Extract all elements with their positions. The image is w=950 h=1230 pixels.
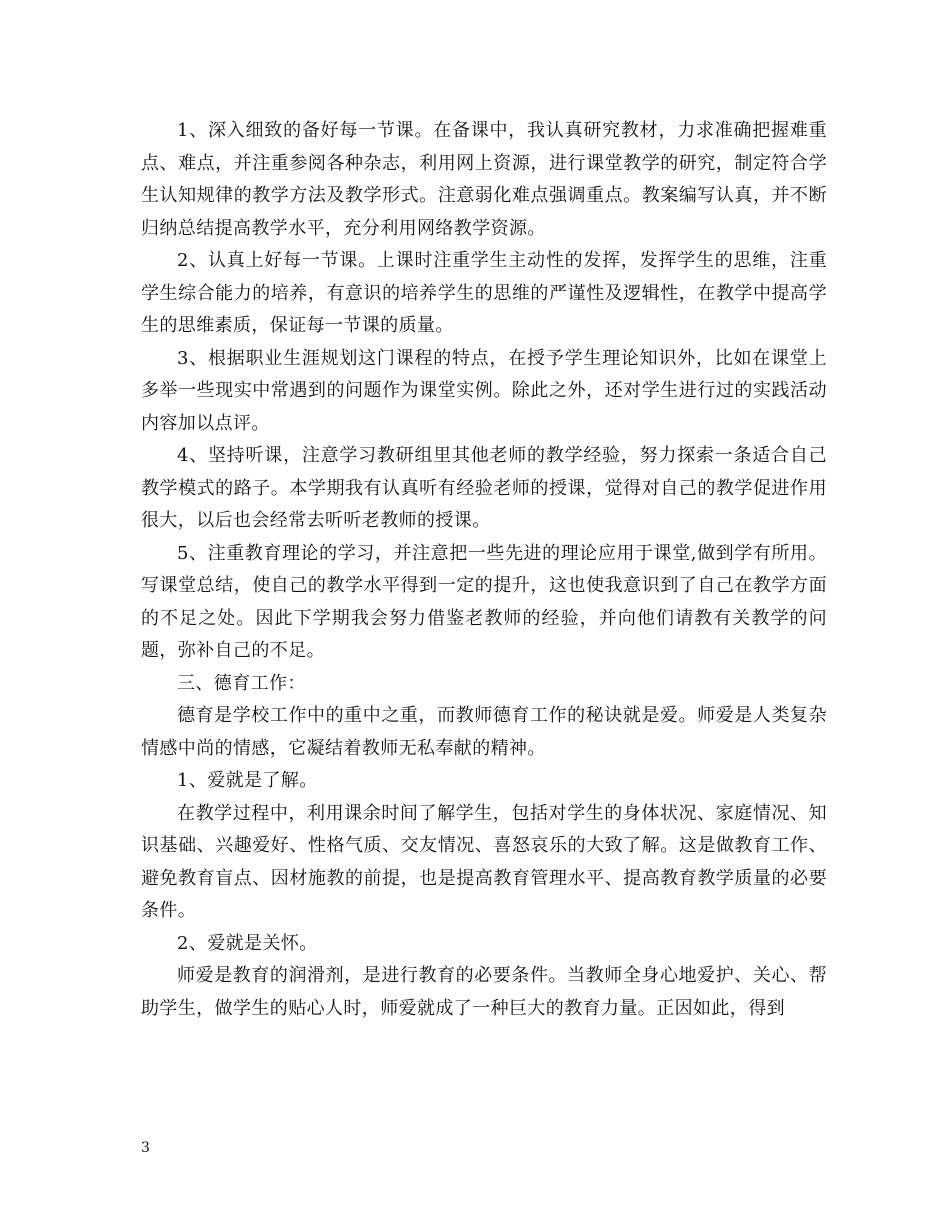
paragraph-attend-lessons: 4、坚持听课，注意学习教研组里其他老师的教学经验，努力探索一条适合自己教学模式的路子。本学期我有认真听有经验老师的授课，觉得对自己的教学促进作用很大，以后也会经常去听听老教师的授课。 [141, 445, 827, 531]
paragraph-lesson-prep: 1、深入细致的备好每一节课。在备课中，我认真研究教材，力求准确把握难重点、难点，并注重参阅各种杂志，利用网上资源，进行课堂教学的研究，制定符合学生认知规律的教学方法及教学形式。注意弱化难点强调重点。教案编写认真，并不断归纳总结提高教学水平，充分利用网络教学资源。 [141, 120, 827, 239]
paragraph-teach-class: 2、认真上好每一节课。上课时注重学生主动性的发挥，发挥学生的思维，注重学生综合能力的培养，有意识的培养学生的思维的严谨性及逻辑性，在教学中提高学生的思维素质，保证每一节课的质量。 [141, 250, 827, 336]
section-heading-moral-education: 三、德育工作： [177, 672, 306, 694]
paragraph-career-course: 3、根据职业生涯规划这门课程的特点，在授予学生理论知识外，比如在课堂上多举一些现实中常遇到的问题作为课堂实例。除此之外，还对学生进行过的实践活动内容加以点评。 [141, 347, 827, 434]
subheading-love-is-care: 2、爱就是关怀。 [177, 932, 318, 954]
paragraph-understanding-students: 在教学过程中，利用课余时间了解学生，包括对学生的身体状况、家庭情况、知识基础、兴趣爱好、性格气质、交友情况、喜怒哀乐的大致了解。这是做教育工作、避免教育盲点、因材施教的前提，也是提高教育管理水平、提高教育教学质量的必要条件。 [141, 802, 827, 921]
document-body [141, 115, 827, 1025]
page-number: 3 [141, 1140, 150, 1156]
paragraph-teacher-love: 师爱是教育的润滑剂，是进行教育的必要条件。当教师全身心地爱护、关心、帮助学生，做学生的贴心人时，师爱就成了一种巨大的教育力量。正因如此，得到 [141, 965, 827, 1019]
paragraph-theory-study: 5、注重教育理论的学习，并注意把一些先进的理论应用于课堂,做到学有所用。写课堂总结，使自己的教学水平得到一定的提升，这也使我意识到了自己在教学方面的不足之处。因此下学期我会努力借鉴老教师的经验，并向他们请教有关教学的问题，弥补自己的不足。 [141, 542, 827, 661]
paragraph-moral-intro: 德育是学校工作中的重中之重，而教师德育工作的秘诀就是爱。师爱是人类复杂情感中尚的情感，它凝结着教师无私奉献的精神。 [141, 705, 827, 759]
subheading-love-is-understanding: 1、爱就是了解。 [177, 770, 318, 791]
